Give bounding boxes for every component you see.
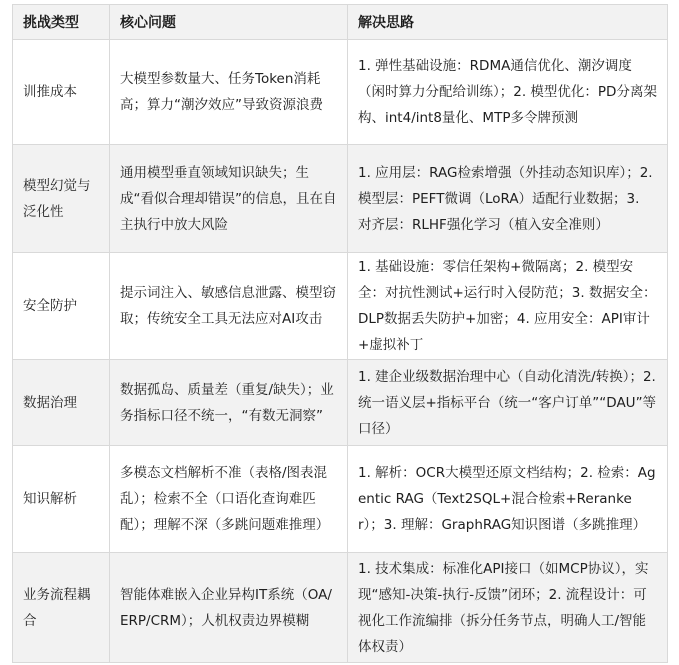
cell-solution: 1. 基础设施：零信任架构+微隔离；2. 模型安全：对抗性测试+运行时入侵防范；3. 数据安全：DLP数据丢失防护+加密；4. 应用安全：API审计+虚拟补丁 — [348, 253, 668, 360]
table-row — [13, 253, 668, 360]
header-core-problem: 核心问题 — [110, 5, 348, 40]
cell-type: 业务流程耦合 — [13, 553, 110, 663]
table-body — [13, 40, 668, 663]
cell-problem: 提示词注入、敏感信息泄露、模型窃取；传统安全工具无法应对AI攻击 — [110, 253, 348, 360]
table-row — [13, 446, 668, 553]
cell-type: 数据治理 — [13, 360, 110, 446]
header-challenge-type: 挑战类型 — [13, 5, 110, 40]
header-solution: 解决思路 — [348, 5, 668, 40]
cell-type: 知识解析 — [13, 446, 110, 553]
header-row — [13, 5, 668, 40]
cell-solution: 1. 应用层：RAG检索增强（外挂动态知识库）；2. 模型层：PEFT微调（LoRA）适配行业数据；3. 对齐层：RLHF强化学习（植入安全准则） — [348, 145, 668, 253]
cell-problem: 通用模型垂直领域知识缺失；生成“看似合理却错误”的信息，且在自主执行中放大风险 — [110, 145, 348, 253]
table-row — [13, 40, 668, 145]
cell-type: 模型幻觉与泛化性 — [13, 145, 110, 253]
challenge-table — [12, 4, 668, 663]
cell-problem: 智能体难嵌入企业异构IT系统（OA/ERP/CRM）；人机权责边界模糊 — [110, 553, 348, 663]
cell-solution: 1. 建企业级数据治理中心（自动化清洗/转换）；2. 统一语义层+指标平台（统一“客户订单”“DAU”等口径） — [348, 360, 668, 446]
table-row — [13, 360, 668, 446]
cell-type: 安全防护 — [13, 253, 110, 360]
cell-problem: 多模态文档解析不准（表格/图表混乱）；检索不全（口语化查询难匹配）；理解不深（多跳问题难推理） — [110, 446, 348, 553]
table-header — [13, 5, 668, 40]
cell-problem: 数据孤岛、质量差（重复/缺失）；业务指标口径不统一，“有数无洞察” — [110, 360, 348, 446]
cell-solution: 1. 弹性基础设施：RDMA通信优化、潮汐调度（闲时算力分配给训练）；2. 模型优化：PD分离架构、int4/int8量化、MTP多令牌预测 — [348, 40, 668, 145]
cell-problem: 大模型参数量大、任务Token消耗高；算力“潮汐效应”导致资源浪费 — [110, 40, 348, 145]
table-row — [13, 553, 668, 663]
cell-solution: 1. 技术集成：标准化API接口（如MCP协议），实现“感知-决策-执行-反馈”闭环；2. 流程设计：可视化工作流编排（拆分任务节点，明确人工/智能体权责） — [348, 553, 668, 663]
table-row — [13, 145, 668, 253]
cell-type: 训推成本 — [13, 40, 110, 145]
cell-solution: 1. 解析：OCR大模型还原文档结构；2. 检索：Agentic RAG（Text2SQL+混合检索+Reranker）；3. 理解：GraphRAG知识图谱（多跳推理） — [348, 446, 668, 553]
